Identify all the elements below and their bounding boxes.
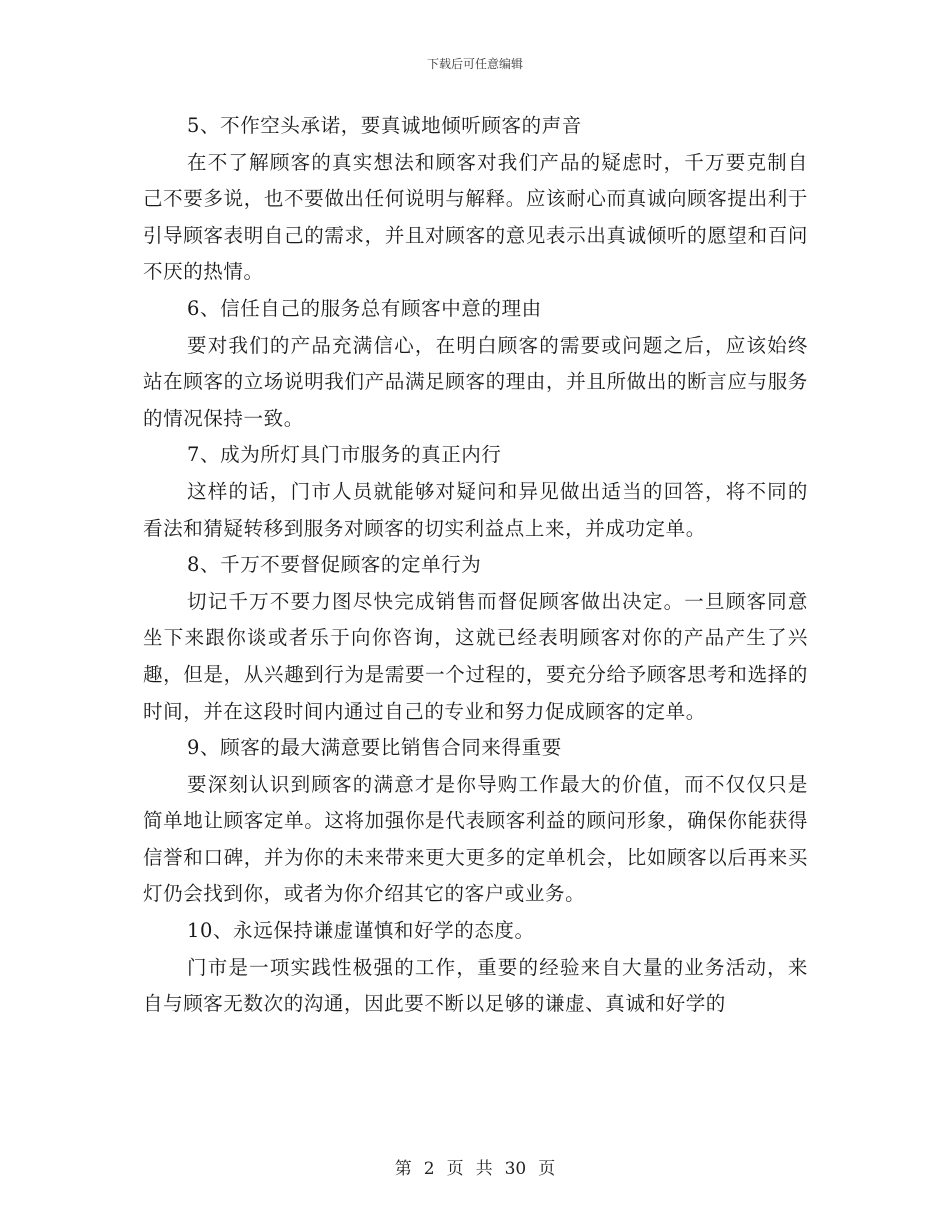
paragraph-10: 门市是一项实践性极强的工作，重要的经验来自大量的业务活动，来自与顾客无数次的沟通，因此要不断以足够的谦虚、真诚和好学的: [143, 955, 808, 1016]
paragraph-7: 这样的话，门市人员就能够对疑问和异见做出适当的回答，将不同的看法和猜疑转移到服务对顾客的切实利益点上来，并成功定单。: [143, 479, 808, 540]
heading-7: 7、成为所灯具门市服务的真正内行: [187, 443, 502, 467]
page-header: 下载后可任意编辑: [426, 57, 523, 71]
footer-page-unit: 页: [446, 1159, 464, 1179]
paragraph-8: 切记千万不要力图尽快完成销售而督促顾客做出决定。一旦顾客同意坐下来跟你谈或者乐于向你咨询，这就已经表明顾客对你的产品产生了兴趣，但是，从兴趣到行为是需要一个过程的，要充分给予顾客思考和选择的时间，并在这段时间内通过自己的专业和努力促成顾客的定单。: [143, 589, 808, 723]
footer-page-number: 2: [423, 1159, 435, 1179]
footer-total-unit: 页: [538, 1159, 556, 1179]
heading-8: 8、千万不要督促顾客的定单行为: [187, 553, 482, 577]
footer-total-prefix: 共: [475, 1159, 493, 1179]
paragraph-6: 要对我们的产品充满信心，在明白顾客的需要或问题之后，应该始终站在顾客的立场说明我们产品满足顾客的理由，并且所做出的断言应与服务的情况保持一致。: [143, 333, 808, 430]
heading-5: 5、不作空头承诺，要真诚地倾听顾客的声音: [187, 114, 582, 137]
paragraph-9: 要深刻认识到顾客的满意才是你导购工作最大的价值，而不仅仅只是简单地让顾客定单。这将加强你是代表顾客利益的顾问形象，确保你能获得信誉和口碑，并为你的未来带来更大更多的定单机会，比如顾客以后再来买灯仍会找到你，或者为你介绍其它的客户或业务。: [143, 772, 808, 906]
heading-6: 6、信任自己的服务总有顾客中意的理由: [187, 296, 542, 320]
heading-10: 10、永远保持谦虚谨慎和好学的态度。: [187, 919, 535, 943]
document-body: [143, 108, 808, 1023]
heading-9: 9、顾客的最大满意要比销售合同来得重要: [187, 736, 562, 760]
page-footer: [0, 1154, 950, 1179]
footer-total-pages: 30: [504, 1159, 527, 1179]
paragraph-5: 在不了解顾客的真实想法和顾客对我们产品的疑虑时，千万要克制自己不要多说，也不要做出任何说明与解释。应该耐心而真诚向顾客提出利于引导顾客表明自己的需求，并且对顾客的意见表示出真诚倾听的愿望和百问不厌的热情。: [143, 150, 808, 284]
footer-prefix: 第: [394, 1159, 412, 1179]
